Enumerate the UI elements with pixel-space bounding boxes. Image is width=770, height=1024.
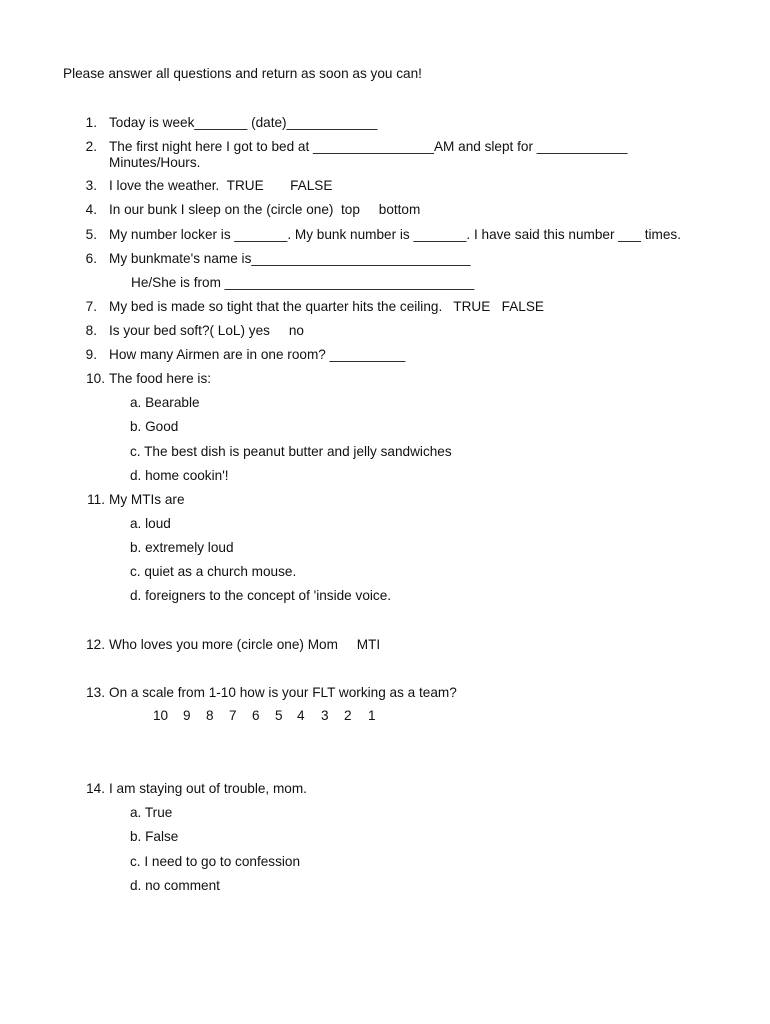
- scale-value: 5: [275, 708, 283, 723]
- question-number: 6.: [85, 251, 97, 266]
- question-number: 2.: [85, 139, 97, 154]
- question-2-text-continued: Minutes/Hours.: [109, 155, 201, 170]
- option-item: c. The best dish is peanut butter and jelly sandwiches: [130, 444, 452, 459]
- question-number: 12.: [86, 637, 105, 652]
- question-7-text: My bed is made so tight that the quarter hits the ceiling. TRUE FALSE: [109, 299, 544, 314]
- question-number: 10.: [86, 371, 105, 386]
- intro-text: Please answer all questions and return as soon as you can!: [63, 66, 422, 81]
- scale-value: 9: [183, 708, 191, 723]
- question-8-text: Is your bed soft?( LoL) yes no: [109, 323, 304, 338]
- question-number: 3.: [85, 178, 97, 193]
- option-item: c. I need to go to confession: [130, 854, 301, 869]
- scale-value: 4: [297, 708, 305, 723]
- scale-value: 6: [252, 708, 260, 723]
- scale-value: 10: [153, 708, 169, 723]
- option-item: d. home cookin'!: [130, 468, 229, 483]
- question-6-subline: He/She is from _________________________________: [131, 275, 475, 290]
- option-item: b. Good: [130, 419, 179, 434]
- question-number: 1.: [85, 115, 97, 130]
- option-item: a. True: [130, 805, 173, 820]
- option-item: a. loud: [130, 516, 171, 531]
- option-item: d. no comment: [130, 878, 220, 893]
- question-number: 4.: [85, 202, 97, 217]
- option-item: c. quiet as a church mouse.: [130, 564, 297, 579]
- question-number: 7.: [85, 299, 97, 314]
- question-13-text: On a scale from 1-10 how is your FLT working as a team?: [109, 685, 457, 700]
- question-number: 9.: [85, 347, 97, 362]
- question-3-text: I love the weather. TRUE FALSE: [109, 178, 333, 193]
- question-1-text: Today is week_______ (date)____________: [109, 115, 378, 130]
- question-number: 5.: [85, 227, 97, 242]
- question-4-text: In our bunk I sleep on the (circle one) top bottom: [109, 202, 421, 217]
- scale-value: 8: [206, 708, 214, 723]
- question-9-text: How many Airmen are in one room? __________: [109, 347, 406, 362]
- question-6-text: My bunkmate's name is_____________________________: [109, 251, 471, 266]
- option-item: b. extremely loud: [130, 540, 234, 555]
- question-number: 14.: [86, 781, 105, 796]
- scale-value: 3: [321, 708, 329, 723]
- option-item: b. False: [130, 829, 179, 844]
- scale-value: 1: [368, 708, 376, 723]
- option-item: a. Bearable: [130, 395, 200, 410]
- question-12-text: Who loves you more (circle one) Mom MTI: [109, 637, 381, 652]
- question-10-text: The food here is:: [109, 371, 212, 386]
- question-number: 11.: [87, 492, 105, 507]
- question-14-text: I am staying out of trouble, mom.: [109, 781, 307, 796]
- question-number: 13.: [86, 685, 105, 700]
- scale-value: 2: [344, 708, 352, 723]
- question-5-text: My number locker is _______. My bunk number is _______. I have said this number ___ times.: [109, 227, 681, 242]
- scale-value: 7: [229, 708, 237, 723]
- question-number: 8.: [85, 323, 97, 338]
- question-2-text: The first night here I got to bed at ________________AM and slept for ____________: [109, 139, 628, 154]
- option-item: d. foreigners to the concept of 'inside voice.: [130, 588, 392, 603]
- question-11-text: My MTIs are: [109, 492, 185, 507]
